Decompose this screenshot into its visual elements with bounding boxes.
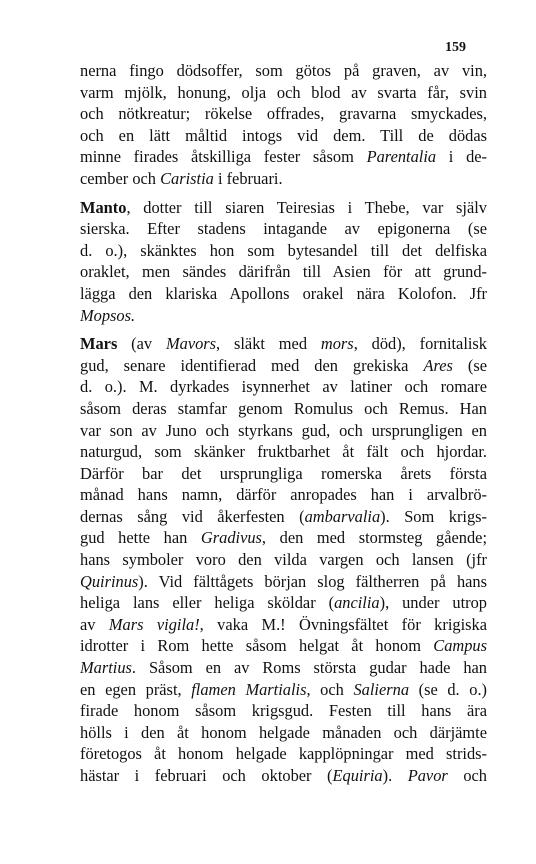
text-line: och nötkreatur; rökelse offrades, gravarna smyckades,: [80, 104, 487, 124]
text-run: ). Som krigs-: [380, 506, 487, 526]
text-run: , död), fornitalisk: [353, 334, 487, 354]
italic-term: Parentalia: [366, 147, 437, 167]
italic-term: flamen Martialis: [191, 679, 307, 699]
text-line: varm mjölk, honung, olja och blod av svarta får, svin: [80, 82, 487, 102]
text-line: [80, 355, 487, 377]
text-line: [80, 506, 487, 528]
text-run: ).: [382, 766, 408, 785]
italic-term: Mars vigila!: [108, 614, 200, 634]
text-run: i de-: [436, 147, 487, 167]
body-text: [80, 60, 487, 787]
italic-term: Mavors: [165, 334, 217, 354]
text-run: (av: [117, 334, 166, 354]
entry-headword: Mars: [80, 334, 118, 354]
text-line: naturgud, som skänker fruktbarhet åt fält och hjordar.: [80, 442, 487, 462]
entry-headword: Manto: [80, 197, 127, 217]
text-run: en egen präst,: [80, 679, 192, 699]
text-line: [80, 168, 487, 190]
text-line: sierska. Efter stadens intagande av epigonerna (se: [80, 219, 487, 239]
text-run: . Såsom en av Roms största gudar hade han: [131, 658, 487, 678]
paragraph-continuation: [80, 60, 487, 190]
text-run: hästar i februari och oktober (: [80, 766, 333, 785]
text-run: av: [80, 614, 109, 634]
text-line: [80, 592, 487, 614]
text-line: [80, 765, 487, 787]
italic-term: Campus: [433, 636, 487, 656]
text-line: månad hans namn, därför anropades han i arvalbrö-: [80, 485, 487, 505]
page-number: 159: [445, 40, 466, 55]
italic-term: Caristia: [160, 168, 214, 188]
text-line: var son av Juno och styrkans gud, och ursprungligen en: [80, 420, 487, 440]
italic-term: Quirinus: [80, 571, 139, 591]
italic-term: Pavor: [407, 766, 448, 785]
text-run: heliga lans eller heliga sköldar (: [80, 593, 335, 613]
text-line: [80, 305, 487, 327]
text-run: , dotter till siaren Teiresias i Thebe, var själv: [126, 197, 487, 217]
text-line: [80, 527, 487, 549]
text-run: dernas sång vid åkerfesten (: [80, 506, 305, 526]
text-run: ), under utrop: [379, 593, 487, 613]
text-run: , släkt med: [216, 334, 321, 354]
italic-term: mors: [320, 334, 354, 354]
text-run: (se d. o.): [409, 679, 487, 699]
text-run: i februari.: [213, 168, 283, 188]
text-line: [80, 657, 487, 679]
italic-term: Ares: [423, 355, 453, 375]
italic-term: Mopsos.: [80, 305, 136, 325]
text-line: firade honom såsom krigsgud. Festen till hans ära: [80, 701, 487, 721]
text-line: oraklet, men sändes därifrån till Asien för att grund-: [80, 262, 487, 282]
text-line: och en lätt måltid intogs vid dem. Till de dödas: [80, 125, 487, 145]
text-line: Därför bar det ursprungliga romerska årets första: [80, 463, 487, 483]
text-line: [80, 614, 487, 636]
italic-term: Gradivus: [200, 528, 262, 548]
text-run: gud, senare identifierad med den grekiska: [80, 355, 424, 375]
text-run: gud hette han: [80, 528, 201, 548]
text-line: såsom deras stamfar genom Romulus och Remus. Han: [80, 398, 487, 418]
text-run: ). Vid fälttågets början slog fältherren på hans: [138, 571, 487, 591]
text-line: nerna fingo dödsoffer, som götos på graven, av vin,: [80, 61, 487, 80]
entry-manto: [80, 197, 487, 327]
text-line: företogos åt honom helgade kapplöpningar med strids-: [80, 744, 487, 764]
text-line: [80, 197, 487, 219]
text-line: [80, 333, 487, 355]
text-run: , den med stormsteg gående;: [261, 528, 487, 548]
text-run: , och: [306, 679, 354, 699]
italic-term: ancilia: [334, 593, 380, 613]
entry-mars: [80, 333, 487, 786]
text-line: d. o.), skänktes hon som bytesandel till det delfiska: [80, 240, 487, 260]
italic-term: Martius: [80, 658, 132, 678]
text-line: d. o.). M. dyrkades isynnerhet av latiner och romare: [80, 377, 487, 397]
italic-term: Salierna: [353, 679, 410, 699]
text-line: [80, 571, 487, 593]
italic-term: Equiria: [332, 766, 383, 785]
text-line: hölls i den åt honom helgade månaden och därjämte: [80, 722, 487, 742]
text-run: , vaka M.! Övningsfältet för krigiska: [199, 614, 487, 634]
text-line: lägga den klariska Apollons orakel nära Kolofon. Jfr: [80, 283, 487, 303]
text-run: och: [447, 766, 487, 785]
text-line: [80, 146, 487, 168]
text-run: idrotter i Rom hette såsom helgat åt honom: [80, 636, 434, 656]
italic-term: ambarvalia: [304, 506, 381, 526]
text-line: [80, 635, 487, 657]
text-run: (se: [452, 355, 487, 375]
text-line: hans symboler voro den vilda vargen och lansen (jfr: [80, 550, 487, 570]
text-line: [80, 679, 487, 701]
text-run: minne firades åtskilliga fester såsom: [80, 147, 367, 167]
text-run: cember och: [80, 168, 161, 188]
